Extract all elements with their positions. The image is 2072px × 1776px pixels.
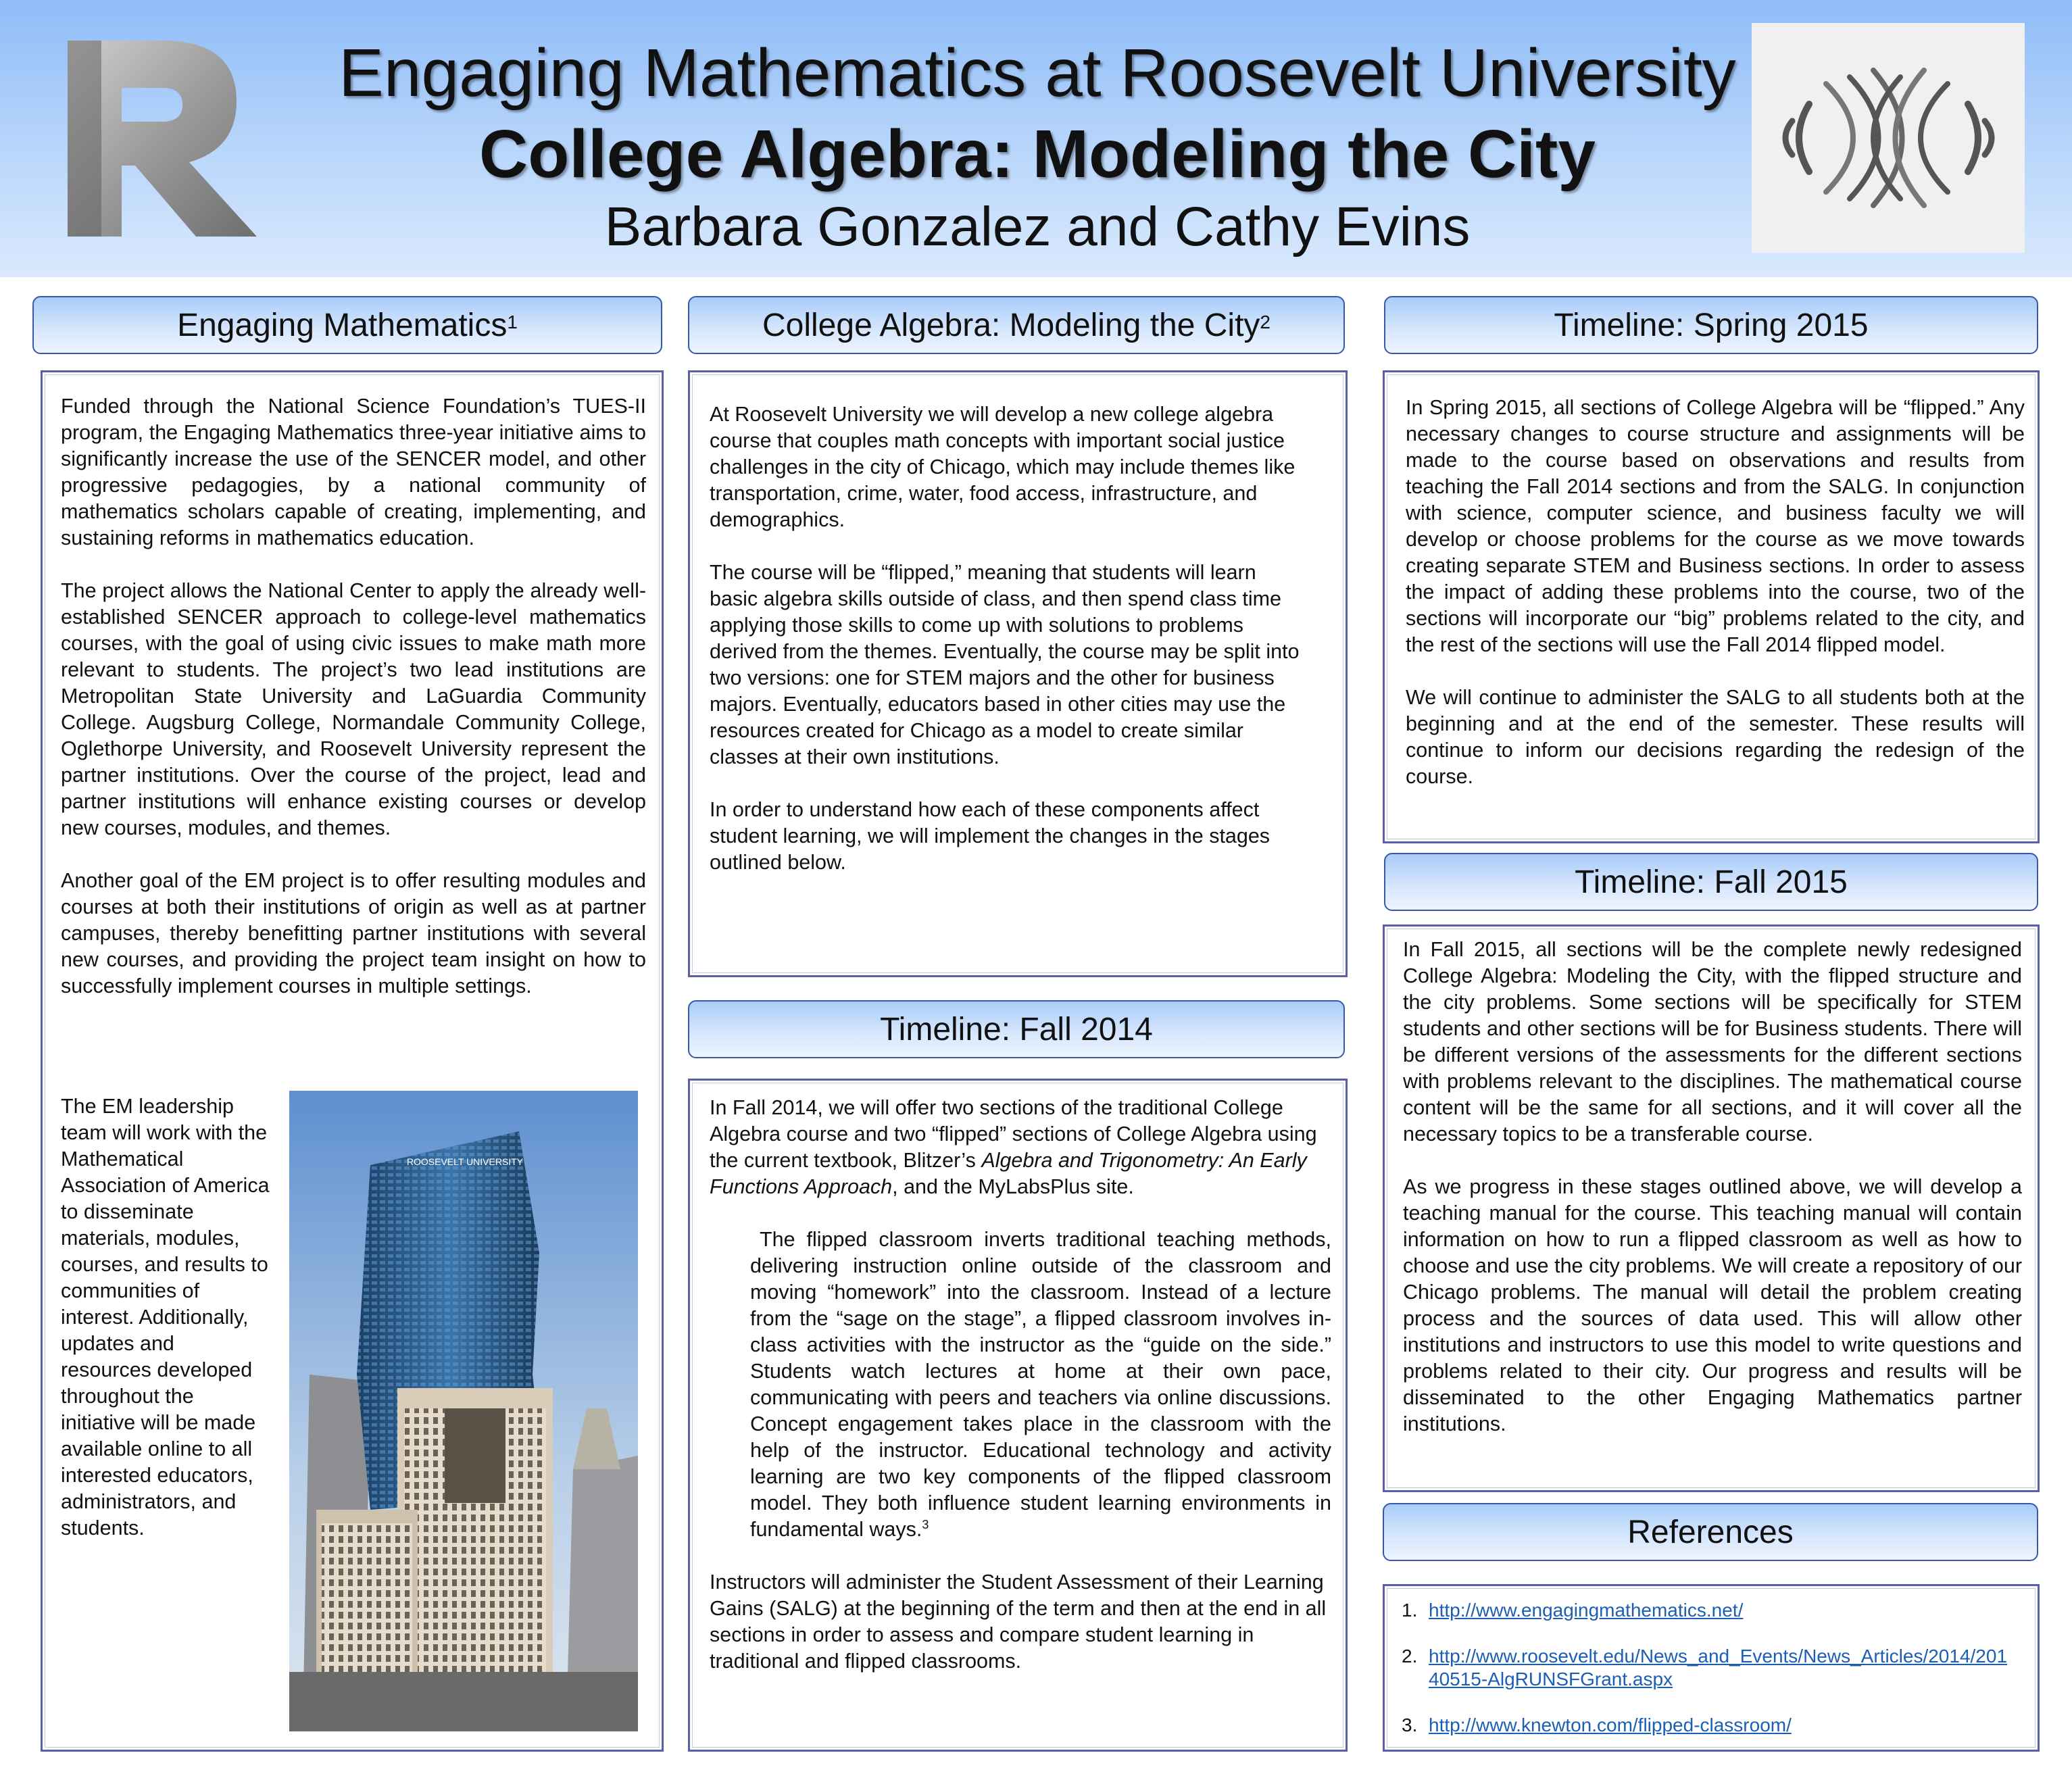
paragraph: The course will be “flipped,” meaning that students will learn basic algebra skills outside of class, and then spend class time applying those skills to come up with solutions to problems derived from the themes. Eventually, the course may be split into two versions: one for STEM majors and the other for business majors. Eventually, educators based in other cities may use the resources created for Chicago as a model to create similar classes at their own institutions. — [710, 561, 1300, 768]
spring-2015-text — [1406, 395, 2025, 790]
paragraph — [710, 1095, 1331, 1200]
reference-link[interactable]: http://www.engagingmathematics.net/ — [1429, 1600, 1744, 1621]
section-heading: College Algebra: Modeling the City — [762, 307, 1260, 343]
footnote-marker: 3 — [922, 1517, 929, 1531]
fall-2014-text — [710, 1095, 1331, 1675]
paragraph: At Roosevelt University we will develop a new college algebra course that couples math concepts with important social justice challenges in the city of Chicago, which may include themes like transportation, crime, water, food access, infrastructure, and demographics. — [710, 403, 1296, 531]
paragraph: Instructors will administer the Student Assessment of their Learning Gains (SALG) at the beginning of the term and then at the end in all sections in order to assess and compare student learning in traditional and flipped classrooms. — [710, 1571, 1327, 1673]
references-banner — [1383, 1503, 2038, 1561]
college-algebra-text — [710, 401, 1304, 876]
reference-link[interactable]: http://www.roosevelt.edu/News_and_Events/News_Articles/2014/20140515-AlgRUNSFGrant.aspx — [1429, 1646, 2008, 1689]
section-heading: Timeline: Fall 2014 — [880, 1011, 1153, 1047]
reference-number: 2. — [1402, 1646, 1418, 1667]
poster-subtitle: College Algebra: Modeling the City — [479, 116, 1596, 192]
paragraph: In order to understand how each of these components affect student learning, we will implement the changes in the stages outlined below. — [710, 798, 1271, 874]
poster-title: Engaging Mathematics at Roosevelt University — [339, 35, 1736, 111]
poster-header — [0, 0, 2072, 277]
paragraph: In Fall 2015, all sections will be the complete newly redesigned College Algebra: Modeling the City, with the flipped structure and the city problems. Some sections will be specifically for STEM students and other sections will be for Business students. There will be different versions of the assessments for the different sections with problems relevant to the disciplines. The mathematical course content will be the same for all sections, and it will cover all the necessary topics to be a transferable course. — [1403, 938, 2022, 1145]
footnote-marker: 1 — [507, 312, 518, 332]
reference-item — [1402, 1645, 2017, 1691]
paragraph: We will continue to administer the SALG to all students both at the beginning and at the end of the semester. These results will continue to inform our decisions regarding the redesign of the course. — [1406, 686, 2025, 788]
em-leadership-text — [61, 1093, 270, 1541]
section-heading: Timeline: Spring 2015 — [1554, 307, 1869, 343]
fall-2014-banner — [688, 1000, 1345, 1058]
paragraph: Another goal of the EM project is to offer resulting modules and courses at both their institutions of origin as well as at partner campuses, thereby benefitting partner institutions with several new courses, and providing the project team insight on how to successfully implement courses in multiple settings. — [61, 869, 646, 997]
text-run: In Fall 2014, we will offer two sections of the traditional College Algebra course and two “flipped” sections of College Algebra using the current textbook, Blitzer’s — [710, 1096, 1317, 1172]
roosevelt-r-logo — [61, 27, 264, 243]
fall-2015-text — [1403, 937, 2022, 1437]
poster-authors: Barbara Gonzalez and Cathy Evins — [604, 196, 1471, 257]
sencer-logo — [1752, 23, 2025, 253]
engaging-mathematics-text — [61, 393, 646, 1000]
flipped-classroom-quote — [710, 1227, 1331, 1543]
sencer-arcs-icon — [1752, 23, 2025, 253]
textbook-title: Algebra and Trigonometry: An Early Functions Approach — [710, 1149, 1307, 1198]
references-list — [1402, 1599, 2017, 1760]
reference-number: 1. — [1402, 1600, 1418, 1621]
section-heading: References — [1627, 1514, 1794, 1550]
engaging-mathematics-banner — [32, 296, 662, 354]
paragraph: The EM leadership team will work with the Mathematical Association of America to disseminate materials, modules, courses, and results to communities of interest. Additionally, updates and resources developed throughout the initiative will be made available online to all interested educators, administrators, and students. — [61, 1095, 270, 1539]
section-heading: Engaging Mathematics — [177, 307, 508, 343]
spring-2015-banner — [1384, 296, 2038, 354]
paragraph: In Spring 2015, all sections of College Algebra will be “flipped.” Any necessary changes to course structure and assignments will be made to the course based on observations and results from teaching the Fall 2014 sections and from the SALG. In conjunction with science, computer science, and business faculty we will develop or choose problems for the course as we move towards creating separate STEM and Business sections. In order to assess the impact of adding these problems into the course, two of the sections will incorporate our “big” problems related to the city, and the rest of the sections will use the Fall 2014 flipped model. — [1406, 396, 2025, 656]
section-heading: Timeline: Fall 2015 — [1575, 864, 1848, 900]
fall-2015-banner — [1384, 853, 2038, 911]
paragraph: The project allows the National Center to apply the already well-established SENCER approach to college-level mathematics courses, with the goal of using civic issues to make math more relevant to students. The project’s two lead institutions are Metropolitan State University and LaGuardia Community College. Augsburg College, Normandale Community College, Oglethorpe University, and Roosevelt University represent the partner institutions. Over the course of the project, lead and partner institutions will enhance existing courses or develop new courses, modules, and themes. — [61, 579, 646, 839]
reference-number: 3. — [1402, 1715, 1418, 1735]
roosevelt-building-photo — [289, 1091, 638, 1731]
reference-link[interactable]: http://www.knewton.com/flipped-classroom/ — [1429, 1715, 1792, 1735]
paragraph: As we progress in these stages outlined above, we will develop a teaching manual for the course. This teaching manual will contain information on how to run a flipped classroom as well as how to choose and use the city problems. We will create a repository of our Chicago problems. The manual will detail the problem creating process and the sources of data used. This will allow other institutions and instructors to use this model to write questions and problems related to their city. Our progress and results will be disseminated to the other Engaging Mathematics partner institutions. — [1403, 1175, 2022, 1435]
footnote-marker: 2 — [1260, 312, 1271, 332]
building-sign: ROOSEVELT UNIVERSITY — [406, 1156, 524, 1167]
text-run: The flipped classroom inverts traditional teaching methods, delivering instruction online outside of the classroom and moving “homework” into the classroom. Instead of a lecture from the “sage on the stage”, a flipped classroom involves in-class activities with the instructor as the “guide on the side.” Students watch lectures at home at their own pace, communicating with peers and teachers via online discussions. Concept engagement takes place in the classroom with the help of the instructor. Educational technology and activity learning are two key components of the flipped classroom model. They both influence student learning environments in fundamental ways. — [750, 1228, 1331, 1541]
text-run: , and the MyLabsPlus site. — [892, 1175, 1134, 1198]
reference-item — [1402, 1714, 2017, 1737]
college-algebra-banner — [688, 296, 1345, 354]
paragraph: Funded through the National Science Foundation’s TUES-II program, the Engaging Mathematics three-year initiative aims to significantly increase the use of the SENCER model, and other progressive pedagogies, by a national community of mathematics scholars capable of creating, implementing, and sustaining reforms in mathematics education. — [61, 395, 646, 549]
reference-item — [1402, 1599, 2017, 1622]
